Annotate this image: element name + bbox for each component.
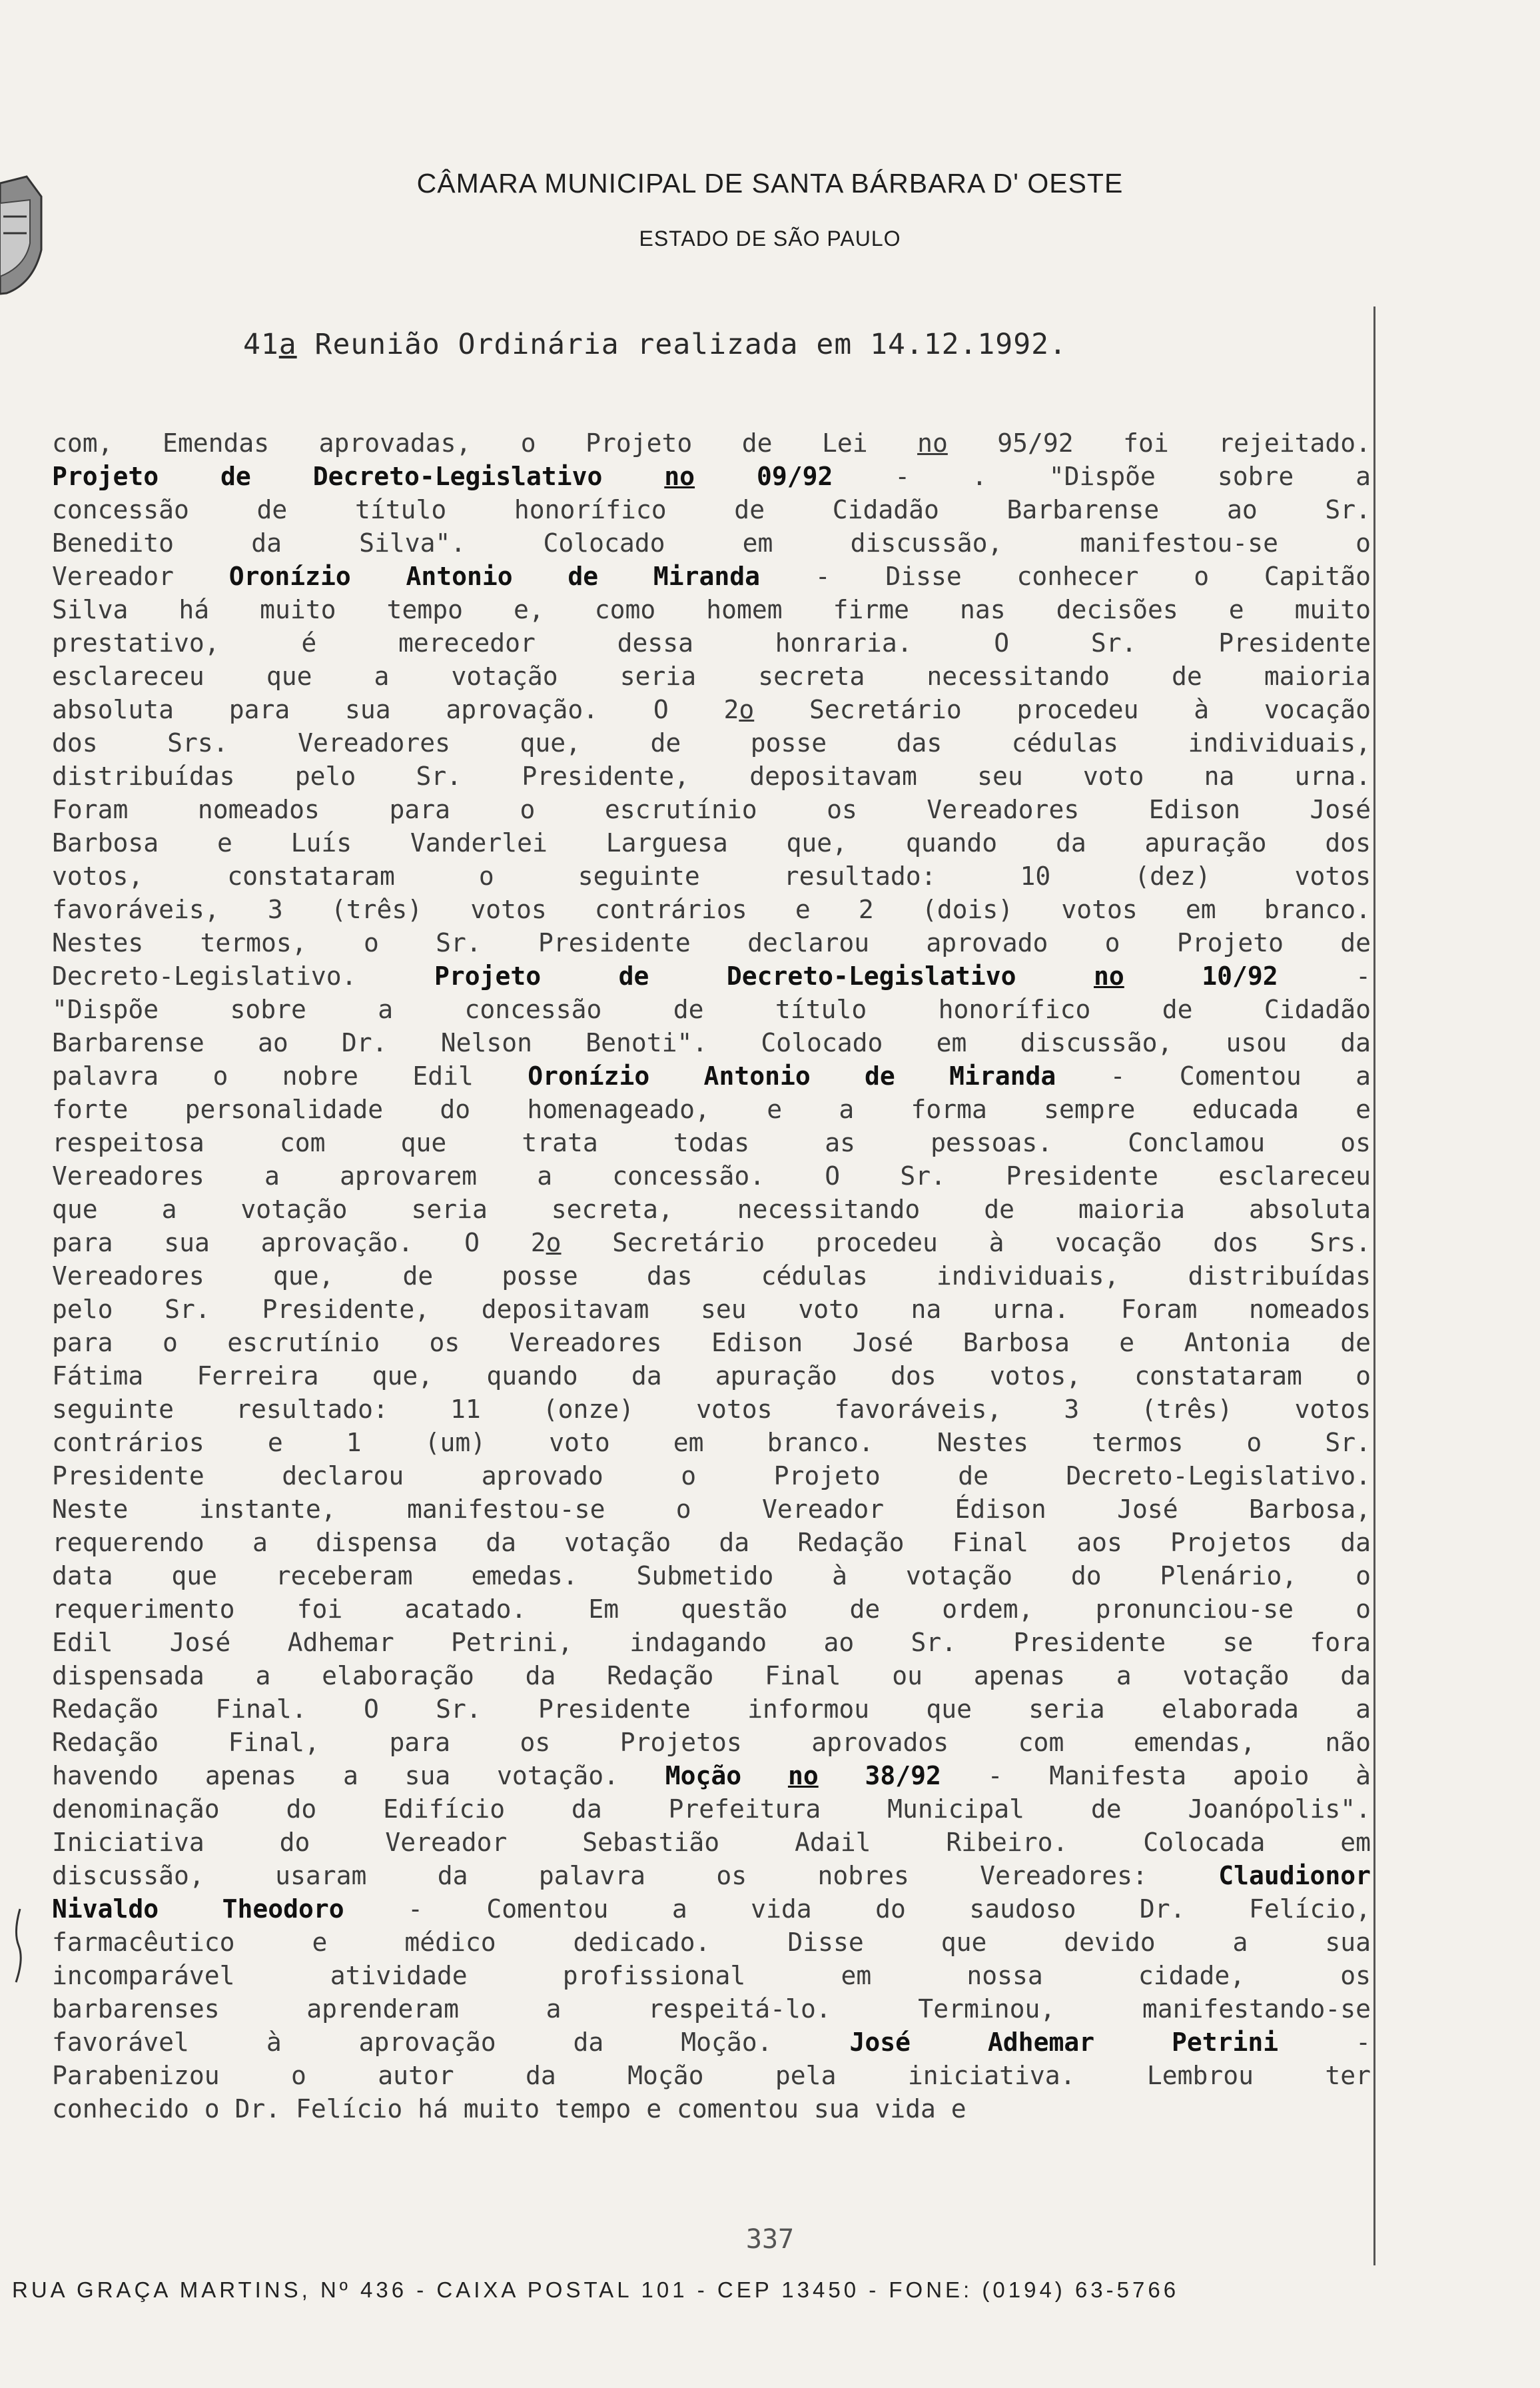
text-segment: que a votação seria secreta, necessitando de maioria absoluta — [52, 1195, 1371, 1224]
text-segment: para o escrutínio os Vereadores Edison José Barbosa e Antonia de — [52, 1328, 1371, 1357]
footer-address: RUA GRAÇA MARTINS, Nº 436 - CAIXA POSTAL 101 - CEP 13450 - FONE: (0194) 63-5766 — [12, 2277, 1180, 2302]
text-segment: Vereadores que, de posse das cédulas individuais, distribuídas — [52, 1261, 1371, 1291]
text-line — [52, 1992, 1371, 2026]
ordinal-suffix: a — [278, 328, 297, 361]
text-segment: com, Emendas aprovadas, o Projeto de Lei — [52, 428, 918, 458]
text-segment: Barbosa e Luís Vanderlei Larguesa que, quando da apuração dos — [52, 828, 1371, 858]
text-line — [52, 1792, 1371, 1826]
text-segment: Projeto de Decreto-Legislativo — [52, 462, 665, 491]
text-line — [52, 426, 1371, 460]
session-title: Reunião Ordinária realizada em 14.12.1992. — [296, 328, 1067, 361]
text-segment: Vereadores a aprovarem a concessão. O Sr. Presidente esclareceu — [52, 1161, 1371, 1191]
text-segment: Iniciativa do Vereador Sebastião Adail Ribeiro. Colocada em — [52, 1828, 1371, 1857]
text-segment: Decreto-Legislativo. — [52, 961, 435, 991]
text-segment: forte personalidade do homenageado, e a forma sempre educada e — [52, 1095, 1371, 1124]
text-line — [52, 1193, 1371, 1226]
text-segment: - — [1278, 2028, 1371, 2057]
text-segment: Secretário procedeu à vocação dos Srs. — [561, 1228, 1371, 1257]
text-segment: - — [1278, 961, 1371, 991]
text-segment: Redação Final. O Sr. Presidente informou que seria elaborada a — [52, 1694, 1371, 1724]
text-segment: no — [917, 428, 948, 458]
text-line — [52, 1859, 1371, 1892]
text-segment: conhecido o Dr. Felício há muito tempo e comentou sua vida e — [52, 2094, 966, 2123]
text-segment: seguinte resultado: 11 (onze) votos favoráveis, 3 (três) votos — [52, 1395, 1371, 1424]
session-number: 41 — [243, 328, 279, 361]
text-segment: Nestes termos, o Sr. Presidente declarou aprovado o Projeto de — [52, 928, 1371, 957]
text-segment: Barbarense ao Dr. Nelson Benoti". Colocado em discussão, usou da — [52, 1028, 1371, 1057]
text-segment: respeitosa com que trata todas as pessoas. Conclamou os — [52, 1128, 1371, 1157]
text-line — [52, 760, 1371, 793]
text-segment: no — [787, 1761, 819, 1790]
text-line — [52, 993, 1371, 1026]
text-segment: Neste instante, manifestou-se o Vereador Édison José Barbosa, — [52, 1494, 1371, 1524]
text-line — [52, 1059, 1371, 1093]
text-line — [52, 1293, 1371, 1326]
text-line — [52, 1492, 1371, 1526]
text-line — [52, 1826, 1371, 1859]
text-line — [52, 693, 1371, 726]
text-segment: 95/92 foi rejeitado. — [947, 428, 1371, 458]
text-segment: favorável à aprovação da Moção. — [52, 2028, 850, 2057]
text-line — [52, 893, 1371, 926]
text-segment: - Comentou a vida do saudoso Dr. Felício, — [344, 1894, 1371, 1924]
text-segment: Foram nomeados para o escrutínio os Vereadores Edison José — [52, 795, 1371, 824]
text-segment: Redação Final, para os Projetos aprovados com emendas, não — [52, 1728, 1371, 1757]
text-line — [52, 1759, 1371, 1792]
text-segment: farmacêutico e médico dedicado. Disse que devido a sua — [52, 1928, 1371, 1957]
margin-line — [1373, 306, 1375, 2265]
text-line — [52, 1426, 1371, 1459]
text-line — [52, 1892, 1371, 1926]
text-segment: Oronízio Antonio de Miranda — [528, 1061, 1056, 1091]
text-segment: palavra o nobre Edil — [52, 1061, 528, 1091]
text-line — [52, 1926, 1371, 1959]
text-line — [52, 1259, 1371, 1293]
text-segment: para sua aprovação. O 2 — [52, 1228, 546, 1257]
text-segment: absoluta para sua aprovação. O 2 — [52, 695, 739, 724]
text-segment: no — [664, 462, 695, 491]
text-segment: Secretário procedeu à vocação — [754, 695, 1371, 724]
text-line — [52, 1326, 1371, 1359]
text-segment: requerimento foi acatado. Em questão de ordem, pronunciou-se o — [52, 1594, 1371, 1624]
text-segment: o — [739, 695, 755, 724]
text-segment: pelo Sr. Presidente, depositavam seu voto na urna. Foram nomeados — [52, 1295, 1371, 1324]
text-segment: Claudionor — [1218, 1861, 1371, 1890]
text-segment: no — [1094, 961, 1124, 991]
text-segment: - Disse conhecer o Capitão — [760, 562, 1371, 591]
text-line — [52, 1526, 1371, 1559]
text-line — [52, 460, 1371, 493]
text-segment: havendo apenas a sua votação. — [52, 1761, 665, 1790]
text-segment: Vereador — [52, 562, 229, 591]
text-line — [52, 1626, 1371, 1659]
text-line — [52, 626, 1371, 660]
text-segment: data que receberam emedas. Submetido à votação do Plenário, o — [52, 1561, 1371, 1590]
text-segment: Moção — [665, 1761, 788, 1790]
text-line — [52, 560, 1371, 593]
text-segment: José Adhemar Petrini — [849, 2028, 1279, 2057]
state-name: ESTADO DE SÃO PAULO — [639, 227, 901, 251]
text-segment: concessão de título honorífico de Cidadão Barbarense ao Sr. — [52, 495, 1371, 524]
text-line — [52, 526, 1371, 560]
text-segment: Parabenizou o autor da Moção pela iniciativa. Lembrou ter — [52, 2061, 1371, 2090]
text-line — [52, 1026, 1371, 1059]
text-line — [52, 593, 1371, 626]
text-segment: Presidente declarou aprovado o Projeto de Decreto-Legislativo. — [52, 1461, 1371, 1491]
text-line — [52, 493, 1371, 526]
text-segment: - Manifesta apoio à — [941, 1761, 1371, 1790]
text-segment: prestativo, é merecedor dessa honraria. O Sr. Presidente — [52, 628, 1371, 658]
text-segment: 09/92 — [695, 462, 895, 491]
text-line — [52, 2092, 1371, 2125]
session-heading — [243, 328, 1067, 361]
text-line — [52, 1226, 1371, 1259]
text-line — [52, 726, 1371, 760]
text-line — [52, 660, 1371, 693]
text-line — [52, 1959, 1371, 1992]
text-segment: Edil José Adhemar Petrini, indagando ao Sr. Presidente se fora — [52, 1628, 1371, 1657]
text-line — [52, 1726, 1371, 1759]
text-segment: favoráveis, 3 (três) votos contrários e 2 (dois) votos em branco. — [52, 895, 1371, 924]
text-segment: o — [546, 1228, 562, 1257]
text-line — [52, 2059, 1371, 2092]
text-segment: - . "Dispõe sobre a — [895, 462, 1371, 491]
text-line — [52, 860, 1371, 893]
text-segment: votos, constataram o seguinte resultado: 10 (dez) votos — [52, 862, 1371, 891]
text-line — [52, 926, 1371, 959]
text-segment: denominação do Edifício da Prefeitura Municipal de Joanópolis". — [52, 1794, 1371, 1824]
text-line — [52, 1393, 1371, 1426]
text-segment: distribuídas pelo Sr. Presidente, depositavam seu voto na urna. — [52, 762, 1371, 791]
text-segment: 38/92 — [818, 1761, 941, 1790]
text-segment: 10/92 — [1124, 961, 1278, 991]
text-line — [52, 826, 1371, 860]
text-line — [52, 1093, 1371, 1126]
text-segment: - Comentou a — [1056, 1061, 1371, 1091]
text-line — [52, 959, 1371, 993]
text-segment: Oronízio Antonio de Miranda — [228, 562, 761, 591]
text-line — [52, 2026, 1371, 2059]
text-segment: Nivaldo Theodoro — [52, 1894, 344, 1924]
text-segment: Fátima Ferreira que, quando da apuração dos votos, constataram o — [52, 1361, 1371, 1391]
text-line — [52, 1592, 1371, 1626]
text-line — [52, 1126, 1371, 1159]
text-segment: Silva há muito tempo e, como homem firme nas decisões e muito — [52, 595, 1371, 624]
text-line — [52, 1659, 1371, 1692]
text-segment: incomparável atividade profissional em nossa cidade, os — [52, 1961, 1371, 1990]
text-line — [52, 1359, 1371, 1393]
text-segment: dispensada a elaboração da Redação Final ou apenas a votação da — [52, 1661, 1371, 1690]
text-segment: "Dispõe sobre a concessão de título honorífico de Cidadão — [52, 995, 1371, 1024]
text-segment: Benedito da Silva". Colocado em discussão, manifestou-se o — [52, 528, 1371, 558]
text-segment: dos Srs. Vereadores que, de posse das cédulas individuais, — [52, 728, 1371, 758]
minutes-body — [52, 426, 1371, 2125]
text-segment: requerendo a dispensa da votação da Redação Final aos Projetos da — [52, 1528, 1371, 1557]
text-line — [52, 793, 1371, 826]
text-line — [52, 1459, 1371, 1492]
text-segment: contrários e 1 (um) voto em branco. Nestes termos o Sr. — [52, 1428, 1371, 1457]
text-segment: esclareceu que a votação seria secreta necessitando de maioria — [52, 662, 1371, 691]
handwritten-margin-mark-icon — [7, 1906, 33, 1986]
chamber-name: CÂMARA MUNICIPAL DE SANTA BÁRBARA D' OESTE — [416, 168, 1124, 199]
page-number: 337 — [745, 2224, 795, 2255]
text-segment: barbarenses aprenderam a respeitá-lo. Terminou, manifestando-se — [52, 1994, 1371, 2024]
text-segment: Projeto de Decreto-Legislativo — [434, 961, 1094, 991]
text-line — [52, 1559, 1371, 1592]
text-segment: discussão, usaram da palavra os nobres Vereadores: — [52, 1861, 1219, 1890]
text-line — [52, 1692, 1371, 1726]
text-line — [52, 1159, 1371, 1193]
